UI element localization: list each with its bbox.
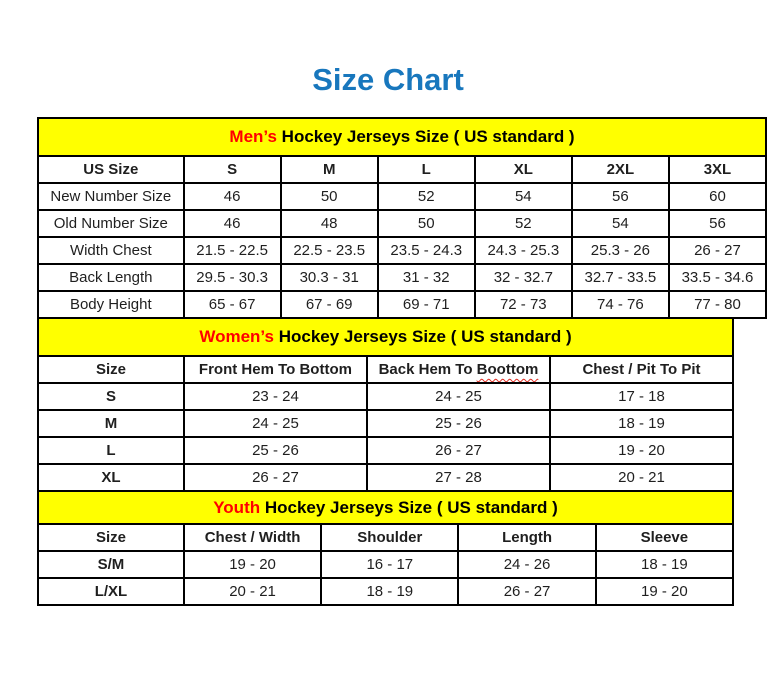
row-label-cell: L/XL <box>38 578 184 605</box>
column-header: L <box>378 156 475 183</box>
value-cell: 23.5 - 24.3 <box>378 237 475 264</box>
size-chart-tables <box>37 117 776 606</box>
value-cell: 24.3 - 25.3 <box>475 237 572 264</box>
mens-table-heading-row <box>38 118 766 156</box>
row-label-cell: Back Length <box>38 264 184 291</box>
value-cell: 20 - 21 <box>550 464 733 491</box>
table-row <box>38 437 733 464</box>
value-cell: 24 - 25 <box>184 410 367 437</box>
row-label-cell: Old Number Size <box>38 210 184 237</box>
value-cell: 46 <box>184 210 281 237</box>
value-cell: 30.3 - 31 <box>281 264 378 291</box>
value-cell: 19 - 20 <box>184 551 321 578</box>
column-header: M <box>281 156 378 183</box>
column-header: S <box>184 156 281 183</box>
table-row <box>38 383 733 410</box>
value-cell: 19 - 20 <box>596 578 733 605</box>
column-header: Size <box>38 524 184 551</box>
value-cell: 25 - 26 <box>184 437 367 464</box>
value-cell: 67 - 69 <box>281 291 378 318</box>
row-label-cell: Width Chest <box>38 237 184 264</box>
womens-size-table <box>37 317 734 492</box>
value-cell: 33.5 - 34.6 <box>669 264 766 291</box>
womens-table-heading-row <box>38 318 733 356</box>
womens-heading-accent: Women’s <box>199 327 274 346</box>
value-cell: 56 <box>572 183 669 210</box>
womens-column-header-row <box>38 356 733 383</box>
column-header: Shoulder <box>321 524 458 551</box>
column-header: Size <box>38 356 184 383</box>
row-label-cell: S/M <box>38 551 184 578</box>
value-cell: 65 - 67 <box>184 291 281 318</box>
mens-size-table <box>37 117 767 319</box>
mens-heading-text: Hockey Jerseys Size ( US standard ) <box>276 127 575 146</box>
table-row <box>38 237 766 264</box>
column-header: 3XL <box>669 156 766 183</box>
table-row <box>38 464 733 491</box>
mens-column-header-row <box>38 156 766 183</box>
column-header-text: Back Hem To <box>378 361 477 378</box>
value-cell: 26 - 27 <box>458 578 595 605</box>
row-label-cell: Body Height <box>38 291 184 318</box>
column-header <box>367 356 550 383</box>
youth-table-heading <box>38 491 733 524</box>
value-cell: 50 <box>281 183 378 210</box>
value-cell: 18 - 19 <box>596 551 733 578</box>
value-cell: 18 - 19 <box>550 410 733 437</box>
value-cell: 54 <box>572 210 669 237</box>
column-header: US Size <box>38 156 184 183</box>
youth-heading-accent: Youth <box>213 497 261 517</box>
value-cell: 22.5 - 23.5 <box>281 237 378 264</box>
value-cell: 17 - 18 <box>550 383 733 410</box>
value-cell: 31 - 32 <box>378 264 475 291</box>
column-header: 2XL <box>572 156 669 183</box>
value-cell: 77 - 80 <box>669 291 766 318</box>
value-cell: 27 - 28 <box>367 464 550 491</box>
youth-size-table <box>37 490 734 606</box>
value-cell: 21.5 - 22.5 <box>184 237 281 264</box>
value-cell: 25 - 26 <box>367 410 550 437</box>
youth-column-header-row <box>38 524 733 551</box>
value-cell: 32.7 - 33.5 <box>572 264 669 291</box>
value-cell: 50 <box>378 210 475 237</box>
row-label-cell: M <box>38 410 184 437</box>
womens-table-heading <box>38 318 733 356</box>
table-row <box>38 264 766 291</box>
value-cell: 20 - 21 <box>184 578 321 605</box>
value-cell: 52 <box>475 210 572 237</box>
page-title: Size Chart <box>312 62 464 97</box>
value-cell: 25.3 - 26 <box>572 237 669 264</box>
column-header: Front Hem To Bottom <box>184 356 367 383</box>
table-row <box>38 183 766 210</box>
value-cell: 56 <box>669 210 766 237</box>
value-cell: 46 <box>184 183 281 210</box>
value-cell: 26 - 27 <box>184 464 367 491</box>
column-header: XL <box>475 156 572 183</box>
value-cell: 23 - 24 <box>184 383 367 410</box>
table-row <box>38 210 766 237</box>
value-cell: 24 - 25 <box>367 383 550 410</box>
table-row <box>38 551 733 578</box>
row-label-cell: L <box>38 437 184 464</box>
value-cell: 29.5 - 30.3 <box>184 264 281 291</box>
value-cell: 60 <box>669 183 766 210</box>
womens-heading-text: Hockey Jerseys Size ( US standard ) <box>273 327 572 346</box>
youth-table-heading-row <box>38 491 733 524</box>
misspelled-word: Boottom <box>476 361 539 378</box>
youth-table-body <box>38 551 733 605</box>
column-header: Chest / Width <box>184 524 321 551</box>
value-cell: 72 - 73 <box>475 291 572 318</box>
value-cell: 26 - 27 <box>367 437 550 464</box>
value-cell: 16 - 17 <box>321 551 458 578</box>
value-cell: 24 - 26 <box>458 551 595 578</box>
column-header: Sleeve <box>596 524 733 551</box>
row-label-cell: S <box>38 383 184 410</box>
womens-table-body <box>38 383 733 491</box>
column-header: Chest / Pit To Pit <box>550 356 733 383</box>
column-header: Length <box>458 524 595 551</box>
value-cell: 32 - 32.7 <box>475 264 572 291</box>
value-cell: 48 <box>281 210 378 237</box>
value-cell: 26 - 27 <box>669 237 766 264</box>
mens-heading-accent: Men’s <box>229 127 277 146</box>
value-cell: 18 - 19 <box>321 578 458 605</box>
value-cell: 19 - 20 <box>550 437 733 464</box>
row-label-cell: XL <box>38 464 184 491</box>
table-row <box>38 578 733 605</box>
value-cell: 74 - 76 <box>572 291 669 318</box>
value-cell: 52 <box>378 183 475 210</box>
row-label-cell: New Number Size <box>38 183 184 210</box>
value-cell: 69 - 71 <box>378 291 475 318</box>
table-row <box>38 291 766 318</box>
mens-table-heading <box>38 118 766 156</box>
table-row <box>38 410 733 437</box>
youth-heading-text: Hockey Jerseys Size ( US standard ) <box>260 497 558 517</box>
mens-table-body <box>38 183 766 318</box>
value-cell: 54 <box>475 183 572 210</box>
